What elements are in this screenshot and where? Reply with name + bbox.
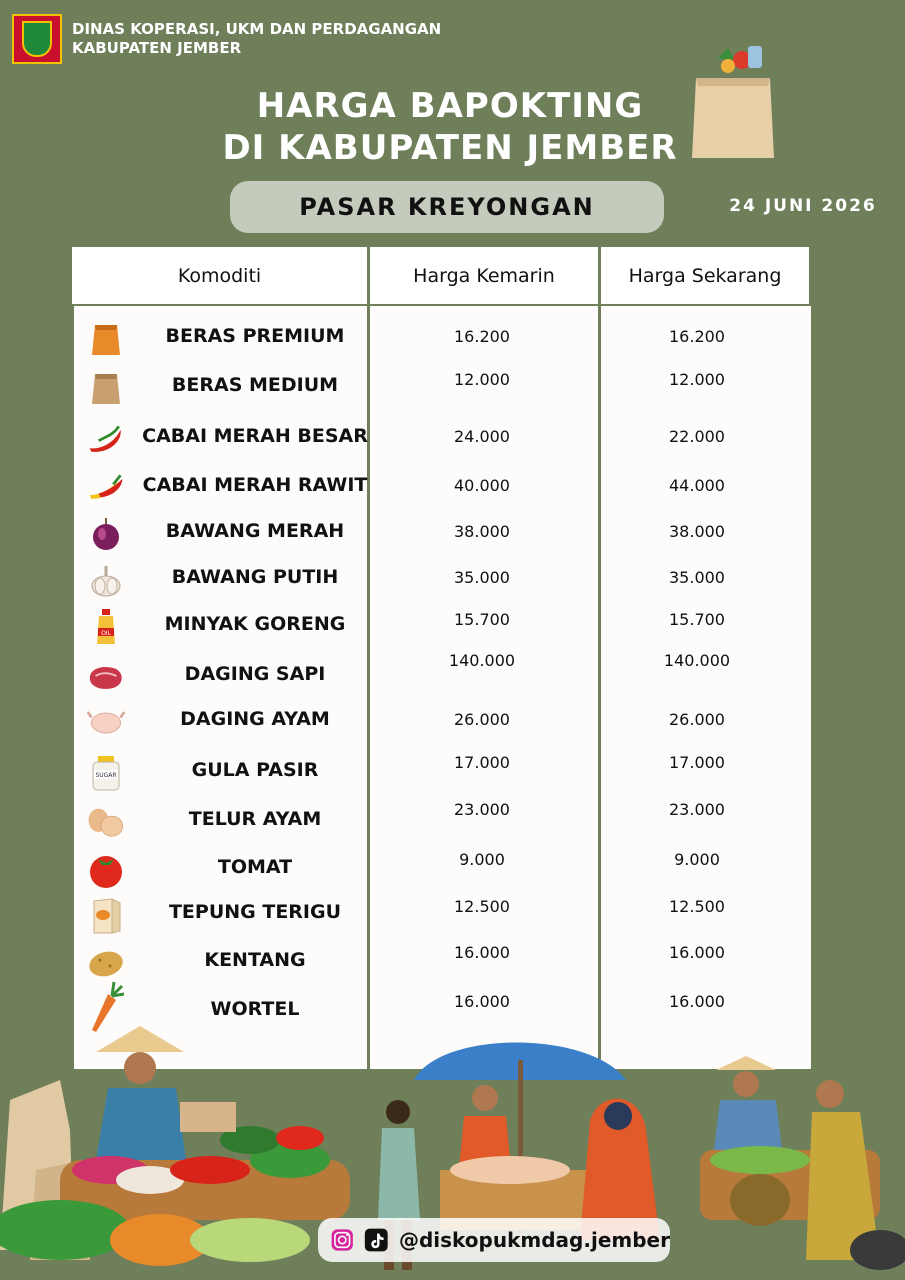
table-row	[72, 317, 812, 357]
jember-regency-logo	[12, 14, 62, 64]
price-yesterday: 140.000	[448, 651, 516, 670]
price-yesterday: 9.000	[459, 850, 505, 869]
price-today: 12.500	[669, 897, 725, 916]
commodity-name: BERAS MEDIUM	[171, 374, 339, 396]
table-row	[72, 651, 812, 695]
chicken-icon	[86, 704, 126, 740]
table-row	[72, 848, 812, 888]
header-yesterday-price: Harga Kemarin	[370, 247, 598, 304]
flour-bag-icon	[86, 897, 126, 933]
garlic-icon	[86, 562, 126, 598]
social-handle[interactable]: @diskopukmdag.jember	[398, 1228, 670, 1252]
commodity-name: KENTANG	[204, 949, 306, 971]
price-today: 15.700	[669, 610, 725, 629]
commodity-name: DAGING AYAM	[180, 708, 330, 730]
organization-header	[12, 14, 441, 64]
table-row	[72, 558, 812, 598]
oil-label: OIL	[101, 630, 111, 637]
commodity-name: MINYAK GORENG	[164, 613, 346, 635]
potato-icon	[86, 945, 126, 981]
price-today: 17.000	[669, 753, 725, 772]
price-today: 16.000	[669, 992, 725, 1011]
table-row	[72, 800, 812, 840]
price-today: 16.200	[669, 327, 725, 346]
grocery-bag-icon	[688, 40, 778, 160]
tiktok-icon[interactable]	[364, 1225, 388, 1255]
header-today-price: Harga Sekarang	[601, 247, 809, 304]
commodity-name: TOMAT	[217, 856, 293, 878]
price-today: 35.000	[669, 568, 725, 587]
price-yesterday: 16.000	[454, 943, 510, 962]
price-today: 38.000	[669, 522, 725, 541]
price-yesterday: 24.000	[454, 427, 510, 446]
org-line-2: KABUPATEN JEMBER	[72, 39, 242, 57]
price-today: 16.000	[669, 943, 725, 962]
sugar-label: SUGAR	[95, 772, 117, 779]
price-yesterday: 40.000	[454, 476, 510, 495]
org-line-1: DINAS KOPERASI, UKM DAN PERDAGANGAN	[72, 20, 442, 38]
commodity-name: CABAI MERAH RAWIT	[142, 474, 368, 496]
title-line-2: DI KABUPATEN JEMBER	[222, 128, 678, 168]
tomato-icon	[86, 852, 126, 888]
table-row	[72, 751, 812, 791]
commodity-name: TEPUNG TERIGU	[168, 901, 342, 923]
price-yesterday: 26.000	[454, 710, 510, 729]
commodity-name: WORTEL	[210, 998, 300, 1020]
price-yesterday: 23.000	[454, 800, 510, 819]
table-row	[72, 512, 812, 552]
table-row	[72, 366, 812, 406]
header-commodity: Komoditi	[72, 247, 367, 304]
commodity-name: GULA PASIR	[191, 759, 319, 781]
price-today: 9.000	[674, 850, 720, 869]
table-row	[72, 466, 812, 506]
commodity-name: BAWANG PUTIH	[171, 566, 339, 588]
price-today: 44.000	[669, 476, 725, 495]
price-table	[72, 247, 812, 1069]
egg-icon	[86, 804, 126, 840]
rice-sack-icon	[86, 370, 126, 406]
price-yesterday: 12.000	[454, 370, 510, 389]
price-yesterday: 17.000	[454, 753, 510, 772]
instagram-icon[interactable]	[330, 1225, 354, 1255]
organization-name	[72, 20, 441, 58]
price-yesterday: 16.000	[454, 992, 510, 1011]
commodity-name: DAGING SAPI	[184, 663, 326, 685]
table-row	[72, 941, 812, 981]
price-today: 22.000	[669, 427, 725, 446]
market-name-banner: PASAR KREYONGAN	[230, 181, 664, 233]
price-yesterday: 16.200	[454, 327, 510, 346]
price-yesterday: 35.000	[454, 568, 510, 587]
price-today: 26.000	[669, 710, 725, 729]
beef-icon	[86, 659, 126, 695]
shallot-icon	[86, 516, 126, 552]
social-media-bar	[318, 1218, 670, 1262]
commodity-name: TELUR AYAM	[188, 808, 322, 830]
commodity-name: CABAI MERAH BESAR	[142, 425, 368, 447]
commodity-name: BERAS PREMIUM	[165, 325, 345, 347]
rice-sack-icon	[86, 321, 126, 357]
commodity-name: BAWANG MERAH	[165, 520, 345, 542]
table-row	[72, 417, 812, 457]
price-yesterday: 15.700	[454, 610, 510, 629]
table-row	[72, 893, 812, 933]
sugar-jar-icon	[86, 755, 126, 791]
table-row	[72, 700, 812, 740]
page-title	[190, 85, 710, 169]
red-chili-icon	[86, 421, 126, 457]
price-yesterday: 38.000	[454, 522, 510, 541]
price-yesterday: 12.500	[454, 897, 510, 916]
price-today: 12.000	[669, 370, 725, 389]
cooking-oil-icon	[86, 609, 126, 645]
price-today: 140.000	[663, 651, 731, 670]
table-row	[72, 605, 812, 645]
report-date: 24 JUNI 2026	[729, 196, 877, 216]
price-today: 23.000	[669, 800, 725, 819]
bird-chili-icon	[86, 470, 126, 506]
title-line-1: HARGA BAPOKTING	[256, 86, 644, 126]
